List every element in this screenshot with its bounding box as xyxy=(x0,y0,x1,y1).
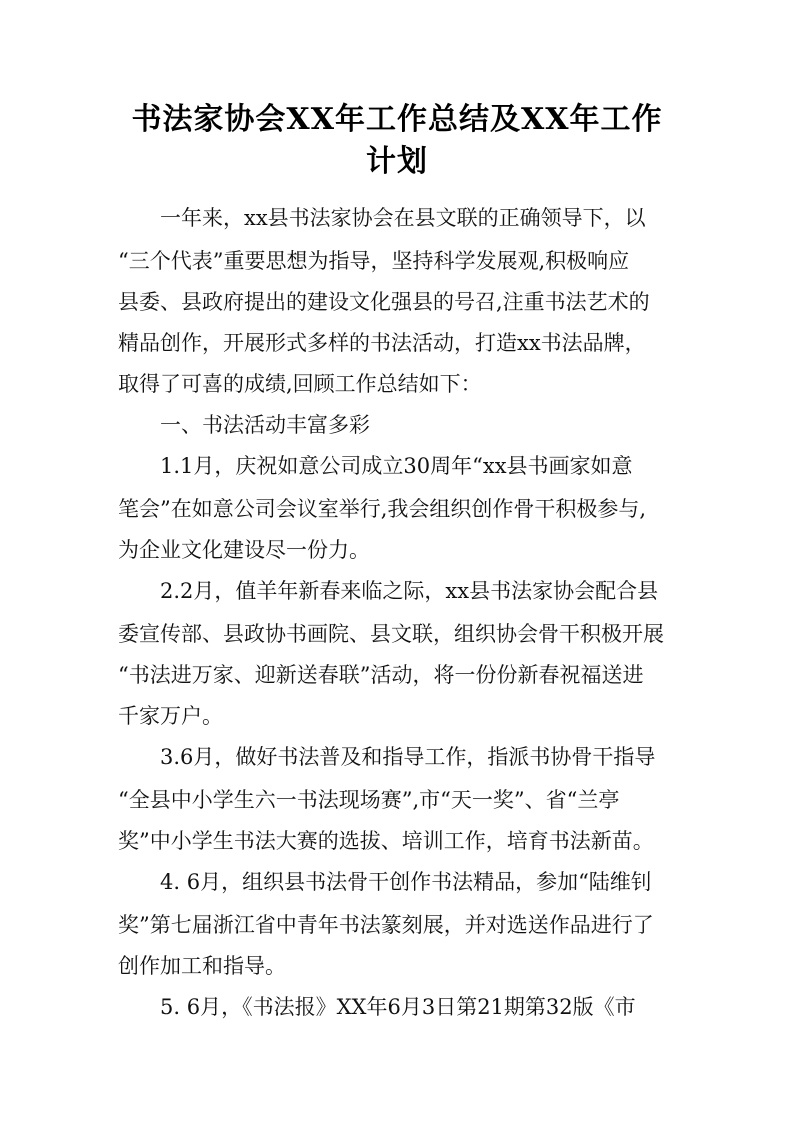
document-title-line-1: 书法家协会XX年工作总结及XX年工作 xyxy=(131,102,663,137)
paragraph-1-line-4: 精品创作，开展形式多样的书法活动，打造xx书法品牌， xyxy=(118,331,646,355)
section-heading-1: 一、书法活动丰富多彩 xyxy=(160,413,370,437)
item-2-line-4: 千家万户。 xyxy=(118,704,223,728)
item-2-line-2: 委宣传部、县政协书画院、县文联，组织协会骨干积极开展 xyxy=(118,622,664,646)
item-4-line-1: 4. 6月，组织县书法骨干创作书法精品，参加“陆维钊 xyxy=(160,870,652,894)
paragraph-1-line-3: 县委、县政府提出的建设文化强县的号召,注重书法艺术的 xyxy=(118,290,650,314)
paragraph-1-line-5: 取得了可喜的成绩,回顾工作总结如下： xyxy=(118,372,482,396)
item-3-line-2: “全县中小学生六一书法现场赛”,市“天一奖”、省“兰亭 xyxy=(118,788,620,812)
item-2-line-1: 2.2月，值羊年新春来临之际，xx县书法家协会配合县 xyxy=(160,579,659,603)
paragraph-1-line-2: “三个代表”重要思想为指导，坚持科学发展观,积极响应 xyxy=(118,249,630,273)
item-1-line-1: 1.1月，庆祝如意公司成立30周年“xx县书画家如意 xyxy=(160,454,633,478)
item-1-line-3: 为企业文化建设尽一份力。 xyxy=(118,538,370,562)
item-1-line-2: 笔会”在如意公司会议室举行,我会组织创作骨干积极参与, xyxy=(118,497,647,521)
paragraph-1-line-1: 一年来，xx县书法家协会在县文联的正确领导下，以 xyxy=(160,206,646,230)
document-title-line-2: 计划 xyxy=(366,144,428,179)
item-3-line-1: 3.6月，做好书法普及和指导工作，指派书协骨干指导 xyxy=(160,745,656,769)
item-5-line-1: 5. 6月，《书法报》XX年6月3日第21期第32版《市 xyxy=(160,995,636,1019)
item-4-line-3: 创作加工和指导。 xyxy=(118,954,286,978)
item-3-line-3: 奖”中小学生书法大赛的选拔、培训工作，培育书法新苗。 xyxy=(118,829,654,853)
item-4-line-2: 奖”第七届浙江省中青年书法篆刻展，并对选送作品进行了 xyxy=(118,913,654,937)
item-2-line-3: “书法进万家、迎新送春联”活动，将一份份新春祝福送进 xyxy=(118,663,644,687)
